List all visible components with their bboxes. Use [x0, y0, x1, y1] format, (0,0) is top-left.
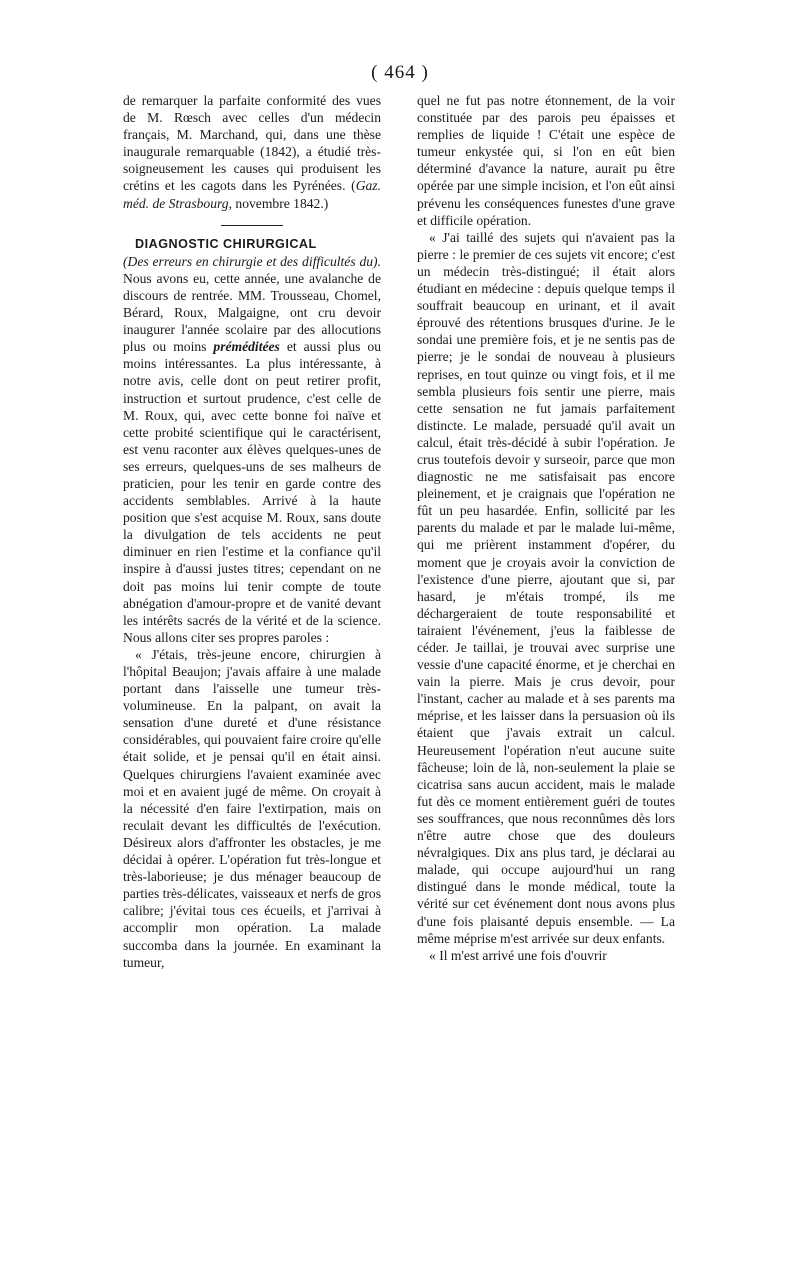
left-p1-citation: Gaz. méd. de Strasbourg — [123, 178, 381, 211]
left-p2-emphasis: préméditées — [213, 339, 280, 355]
right-paragraph-1: quel ne fut pas notre étonnement, de la voir constituée par des parois peu épaisses et remplies de liquide ! C'était une espèce de tumeur enkystée qui, si l'on en eût bien déterminé d'avance la nature, aurait pu être opérée par une simple incision, et l'on eût ainsi prévenu les conséquences funestes d'une grave et difficile opération. — [417, 93, 675, 228]
left-p2-text-a: Nous avons eu, cette année, une avalanche de discours de rentrée. MM. Trousseau, Chomel, Bérard, Roux, Malgaigne, ont cru devoir inaugurer l'année scolaire par des allocutions plus ou moins — [123, 270, 381, 355]
page-number: ( 464 ) — [371, 62, 429, 83]
left-column — [123, 92, 381, 971]
right-column — [417, 92, 675, 964]
right-paragraph-2: « J'ai taillé des sujets qui n'avaient pas la pierre : le premier de ces sujets vit encore; c'est un médecin très-distingué; il était alors étudiant en médecine : depuis quelque temps il souffrait beaucoup en urinant, et il avait éprouvé des rétentions brusques d'urine. Je le sondai une première fois, et je ne sentis pas de pierre; je le sondai de nouveau à plusieurs reprises, en tout quinze ou vingt fois, et il me sembla plusieurs fois sentir une pierre, mais cette sensation ne fut jamais parfaitement distincte. Le malade, persuadé qu'il avait un calcul, était très-décidé à subir l'opération. Je crus toutefois devoir y surseoir, parce que mon diagnostic ne me satisfaisait pas encore pleinement, et je craignais que l'opération ne fût un peu hasardée. Enfin, sollicité par les parents du malade et par le malade lui-même, qui me prièrent instamment d'opérer, du moment que je croyais avoir la conviction de l'existence d'une pierre, ajoutant que si, par hasard, je m'étais trompé, ils me déchargeraient de toute responsabilité et tairaient l'événement, j'eus la faiblesse de céder. Je taillai, je trouvai avec surprise une vessie d'une capacité énorme, et je cherchai en vain la pierre. Mais je crus devoir, pour l'instant, cacher au malade et à ses parents ma méprise, et les laisser dans la persuasion où ils étaient que j'avais extrait un calcul. Heureusement l'opération n'eut aucune suite fâcheuse; loin de là, non-seulement la plaie se cicatrisa sans aucun accident, mais le malade fut dès ce moment entièrement guéri de toutes ses souffrances, que nous reconnûmes dès lors n'être autre chose que des douleurs névralgiques. Dix ans plus tard, je déclarai au malade, qui occupe aujourd'hui un rang distingué dans le monde médical, toute la vérité sur cet événement dont nous avons plus d'une fois plaisanté depuis ensemble. — La même méprise m'est arrivée sur deux enfants. — [417, 229, 675, 946]
left-p2-text-b: et aussi plus ou moins intéressantes. La plus intéressante, à notre avis, celle dont on peut retirer profit, instruction et surtout prudence, c'est celle de M. Roux, qui, avec cette bonne foi naïve et cette probité scientifique qui le caractérisent, est venu raconter aux élèves quelques-unes de ses erreurs, quelques-uns de ses malheurs de praticien, pour les tenir en garde contre des accidents semblables. Arrivé à la haute position que s'est acquise M. Roux, sans doute la divulgation de tels accidents ne peut diminuer en rien l'estime et la confiance qu'il inspire à d'aussi justes titres; cependant on ne doit pas moins lui tenir compte de toute abnégation d'amour-propre et de vanité devant les intérêts sacrés de la vérité et de la science. Nous allons citer ses propres paroles : — [123, 339, 381, 645]
left-paragraph-1 — [123, 92, 381, 212]
left-paragraph-3: « J'étais, très-jeune encore, chirurgien à l'hôpital Beaujon; j'avais affaire à une malade portant dans l'aisselle une tumeur très-volumineuse. En la palpant, on avait la sensation d'une dureté et d'une résistance considérables, qui pouvaient faire croire qu'elle était solide, et je pensai qu'il en était ainsi. Quelques chirurgiens l'avaient examinée avec moi et en avaient jugé de même. On croyait à la nécessité d'en faire l'extirpation, mais on reculait devant les difficultés de l'exécution. Désireux alors d'affronter les obstacles, je me décidai à opérer. L'opération fut très-longue et très-laborieuse; je dus ménager beaucoup de parties très-délicates, vaisseaux et nerfs de gros calibre; j'évitai tous ces écueils, et j'arrivai à accomplir mon opération. La malade succomba dans la journée. En examinant la tumeur, — [123, 646, 381, 970]
left-paragraph-2 — [123, 235, 381, 646]
left-p1-text: de remarquer la parfaite conformité des vues de M. Rœsch avec celles d'un médecin français, M. Marchand, qui, dans une thèse inaugurale remarquable (1842), a étudié très-soigneusement les causes qui produisent les crétins et les cagots dans les Pyrénées. ( — [123, 93, 381, 194]
section-rule — [221, 225, 283, 226]
right-paragraph-3: « Il m'est arrivé une fois d'ouvrir — [429, 947, 607, 963]
section-heading: DIAGNOSTIC CHIRURGICAL — [135, 236, 317, 251]
left-p1-end: , novembre 1842.) — [228, 195, 329, 211]
section-subheading: (Des erreurs en chirurgie et des difficultés du). — [123, 253, 381, 269]
